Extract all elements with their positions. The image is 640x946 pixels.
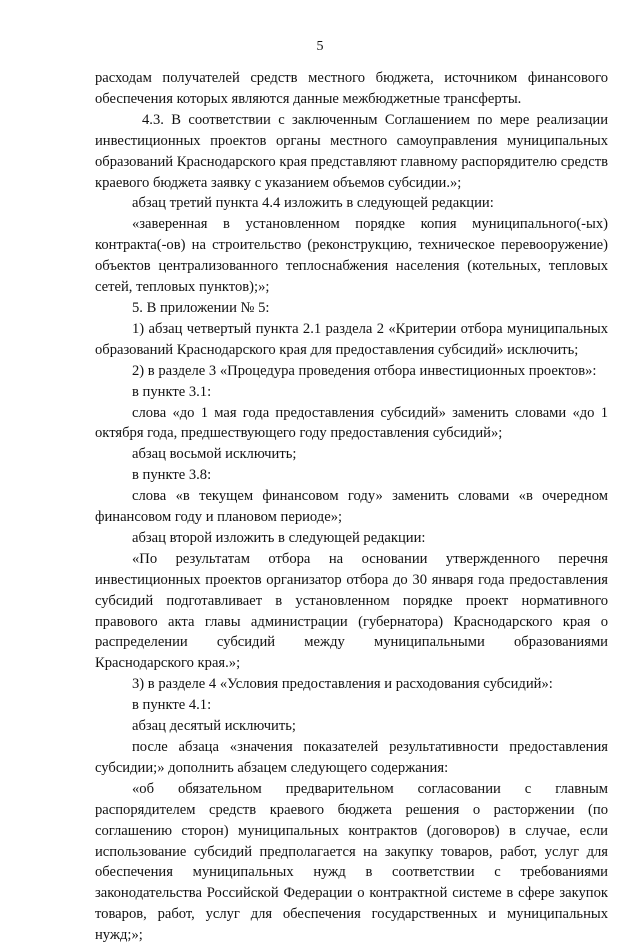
paragraph-point-4-1: в пункте 4.1:: [132, 697, 212, 714]
paragraph-second-revision: абзац второй изложить в следующей редакции:: [132, 529, 426, 546]
document-body: [95, 68, 608, 946]
paragraph-4-3: 4.3. В соответствии с заключенным Соглашением по мере реализации инвестиционных проектов органы местного самоуправления муниципальных образований Краснодарского края представляют главному распорядителю средств краевого бюджета заявку с указанием объемов субсидии.»;: [95, 111, 608, 191]
paragraph-continuation: расходам получателей средств местного бюджета, источником финансового обеспечения которых являются данные межбюджетные трансферты.: [95, 70, 608, 107]
paragraph-point-3-8: в пункте 3.8:: [132, 467, 212, 484]
paragraph-item-2: 2) в разделе 3 «Процедура проведения отбора инвестиционных проектов»:: [132, 362, 597, 379]
paragraph-appendix-5: 5. В приложении № 5:: [132, 299, 270, 316]
paragraph-add-after: после абзаца «значения показателей результативности предоставления субсидии;» дополнить абзацем следующего содержания:: [95, 739, 608, 776]
paragraph-eighth-excluded: абзац восьмой исключить;: [132, 446, 297, 463]
paragraph-tenth-excluded: абзац десятый исключить;: [132, 718, 296, 735]
paragraph-item-1: 1) абзац четвертый пункта 2.1 раздела 2 «Критерии отбора муниципальных образований Краснодарского края для предоставления субсидий» исключить;: [95, 320, 608, 358]
paragraph-quote-copy-contract: «заверенная в установленном порядке копия муниципального(-ых) контракта(-ов) на строительство (реконструкцию, техническое перевооружение) объектов централизованного теплоснабжения населения (котельных, тепловых сетей, тепловых пунктов);»;: [95, 216, 608, 296]
paragraph-item-3: 3) в разделе 4 «Условия предоставления и расходования субсидий»:: [132, 676, 553, 693]
paragraph-point-3-1: в пункте 3.1:: [132, 383, 212, 400]
paragraph-replace-fiscal-year: слова «в текущем финансовом году» заменить словами «в очередном финансовом году и плановом периоде»;: [95, 488, 608, 526]
page-number: 5: [316, 39, 324, 54]
paragraph-replace-may-date: слова «до 1 мая года предоставления субсидий» заменить словами «до 1 октября года, предшествующего году предоставления субсидий»;: [95, 404, 608, 442]
paragraph-quote-selection-results: «По результатам отбора на основании утвержденного перечня инвестиционных проектов организатор отбора до 30 января года предоставления субсидий подготавливает в установленном порядке проект нормативного правового акта главы администрации (губернатора) Краснодарского края о распределении субсидий между муниципальными образованиями Краснодарского края.»;: [95, 550, 608, 672]
paragraph-quote-mandatory-approval: «об обязательном предварительном согласовании с главным распорядителем средств краевого бюджета решения о расторжении (по соглашению сторон) муниципальных контрактов (договоров) в случае, если использование субсидий предполагается на закупку товаров, работ, услуг для обеспечения муниципальных нужд в соответствии с требованиями законодательства Российской Федерации о контрактной системе в сфере закупок товаров, работ, услуг для обеспечения государственных и муниципальных нужд;»;: [95, 780, 608, 944]
paragraph-instruction-4-4: абзац третий пункта 4.4 изложить в следующей редакции:: [132, 195, 494, 212]
